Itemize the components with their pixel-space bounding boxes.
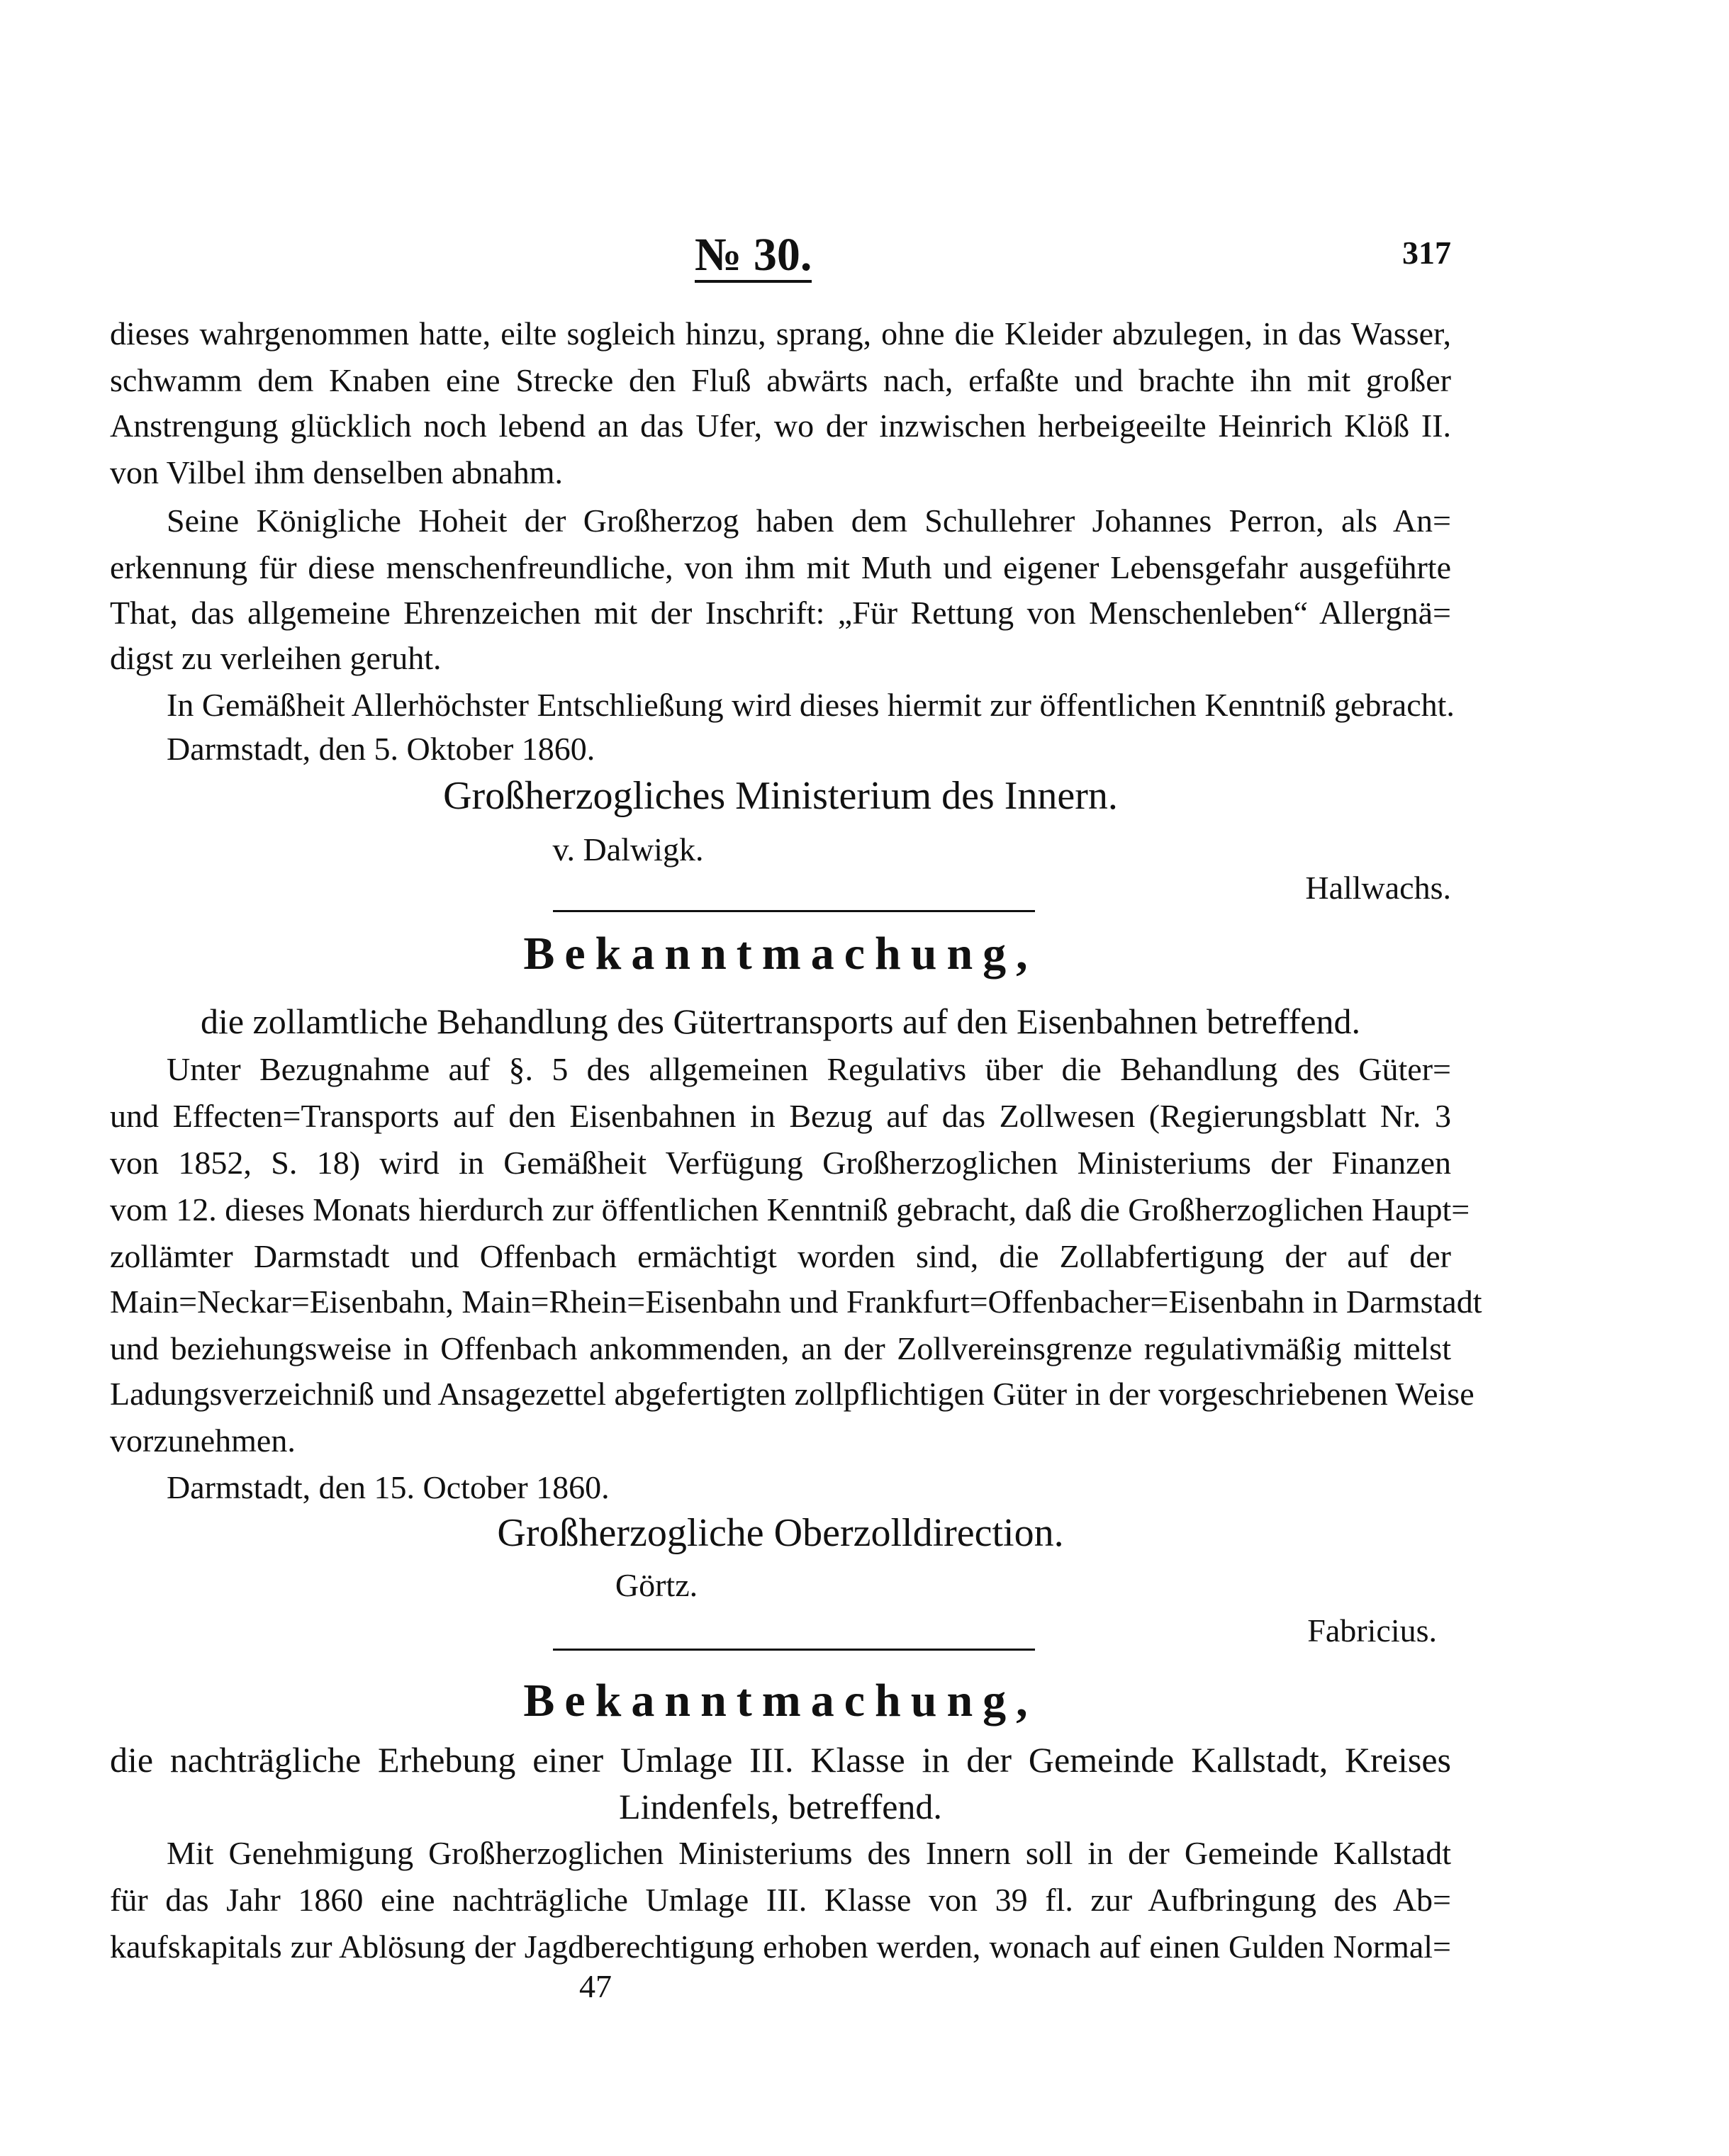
paragraph-line: erkennung für diese menschenfreundliche, von ihm mit Muth und eigener Lebensgefahr ausgeführte bbox=[110, 549, 1451, 585]
paragraph-line: Ladungsverzeichniß und Ansagezettel abgefertigten zollpflichtigen Güter in der vorgeschriebenen Weise bbox=[110, 1376, 1475, 1412]
page-number: 317 bbox=[1402, 235, 1451, 271]
paragraph-line: Mit Genehmigung Großherzoglichen Ministeriums des Innern soll in der Gemeinde Kallstadt bbox=[167, 1835, 1451, 1871]
paragraph-line: vom 12. dieses Monats hierdurch zur öffentlichen Kenntniß gebracht, daß die Großherzoglichen Haupt= bbox=[110, 1191, 1470, 1228]
paragraph-line: und beziehungsweise in Offenbach ankommenden, an der Zollvereinsgrenze regulativmäßig mittelst bbox=[110, 1330, 1451, 1366]
paragraph-line: Anstrengung glücklich noch lebend an das Ufer, wo der inzwischen herbeigeeilte Heinrich Klöß II. bbox=[110, 408, 1451, 444]
paragraph-line: digst zu verleihen geruht. bbox=[110, 640, 442, 676]
paragraph-line: kaufskapitals zur Ablösung der Jagdberechtigung erhoben werden, wonach auf einen Gulden Normal= bbox=[110, 1928, 1451, 1965]
cosigner: Fabricius. bbox=[1307, 1612, 1437, 1649]
section-title: Bekanntmachung, bbox=[523, 928, 1038, 979]
date-line: Darmstadt, den 15. October 1860. bbox=[167, 1469, 610, 1505]
signer: v. Dalwigk. bbox=[552, 831, 704, 868]
paragraph-line: für das Jahr 1860 eine nachträgliche Umlage III. Klasse von 39 fl. zur Aufbringung des Ab= bbox=[110, 1882, 1451, 1918]
divider bbox=[553, 910, 1035, 912]
cosigner: Hallwachs. bbox=[1305, 870, 1451, 906]
paragraph-line: von Vilbel ihm denselben abnahm. bbox=[110, 454, 563, 490]
issuing-authority: Großherzogliches Ministerium des Innern. bbox=[443, 774, 1118, 818]
paragraph-line: schwamm dem Knaben eine Strecke den Fluß abwärts nach, erfaßte und brachte ihn mit großer bbox=[110, 362, 1451, 398]
paragraph-line: zollämter Darmstadt und Offenbach ermächtigt worden sind, die Zollabfertigung der auf der bbox=[110, 1238, 1451, 1274]
paragraph-line: vorzunehmen. bbox=[110, 1422, 296, 1459]
issuing-authority: Großherzogliche Oberzolldirection. bbox=[497, 1511, 1064, 1555]
section-subtitle: die nachträgliche Erhebung einer Umlage III. Klasse in der Gemeinde Kallstadt, Kreises bbox=[110, 1740, 1451, 1780]
section-subtitle: die zollamtliche Behandlung des Gütertransports auf den Eisenbahnen betreffend. bbox=[200, 1001, 1361, 1041]
paragraph-line: That, das allgemeine Ehrenzeichen mit der Inschrift: „Für Rettung von Menschenleben“ Allergnä= bbox=[110, 595, 1451, 631]
paragraph-line: von 1852, S. 18) wird in Gemäßheit Verfügung Großherzoglichen Ministeriums der Finanzen bbox=[110, 1145, 1451, 1181]
paragraph-line: In Gemäßheit Allerhöchster Entschließung wird dieses hiermit zur öffentlichen Kenntniß gebracht. bbox=[167, 687, 1455, 723]
divider bbox=[553, 1649, 1035, 1651]
date-line: Darmstadt, den 5. Oktober 1860. bbox=[167, 731, 595, 767]
signer: Görtz. bbox=[615, 1567, 698, 1603]
section-title: Bekanntmachung, bbox=[523, 1675, 1038, 1727]
paragraph-line: dieses wahrgenommen hatte, eilte sogleich hinzu, sprang, ohne die Kleider abzulegen, in das Wasser, bbox=[110, 315, 1451, 352]
paragraph-line: und Effecten=Transports auf den Eisenbahnen in Bezug auf das Zollwesen (Regierungsblatt Nr. 3 bbox=[110, 1098, 1451, 1134]
paragraph-line: Seine Königliche Hoheit der Großherzog haben dem Schullehrer Johannes Perron, als An= bbox=[167, 502, 1451, 539]
section-subtitle: Lindenfels, betreffend. bbox=[619, 1787, 942, 1826]
paragraph-line: Unter Bezugnahme auf §. 5 des allgemeinen Regulativs über die Behandlung des Güter= bbox=[167, 1051, 1451, 1087]
paragraph-line: Main=Neckar=Eisenbahn, Main=Rhein=Eisenbahn und Frankfurt=Offenbacher=Eisenbahn in Darmstadt bbox=[110, 1284, 1482, 1320]
issue-number: № 30. bbox=[695, 230, 812, 283]
signature-mark: 47 bbox=[579, 1968, 612, 2004]
